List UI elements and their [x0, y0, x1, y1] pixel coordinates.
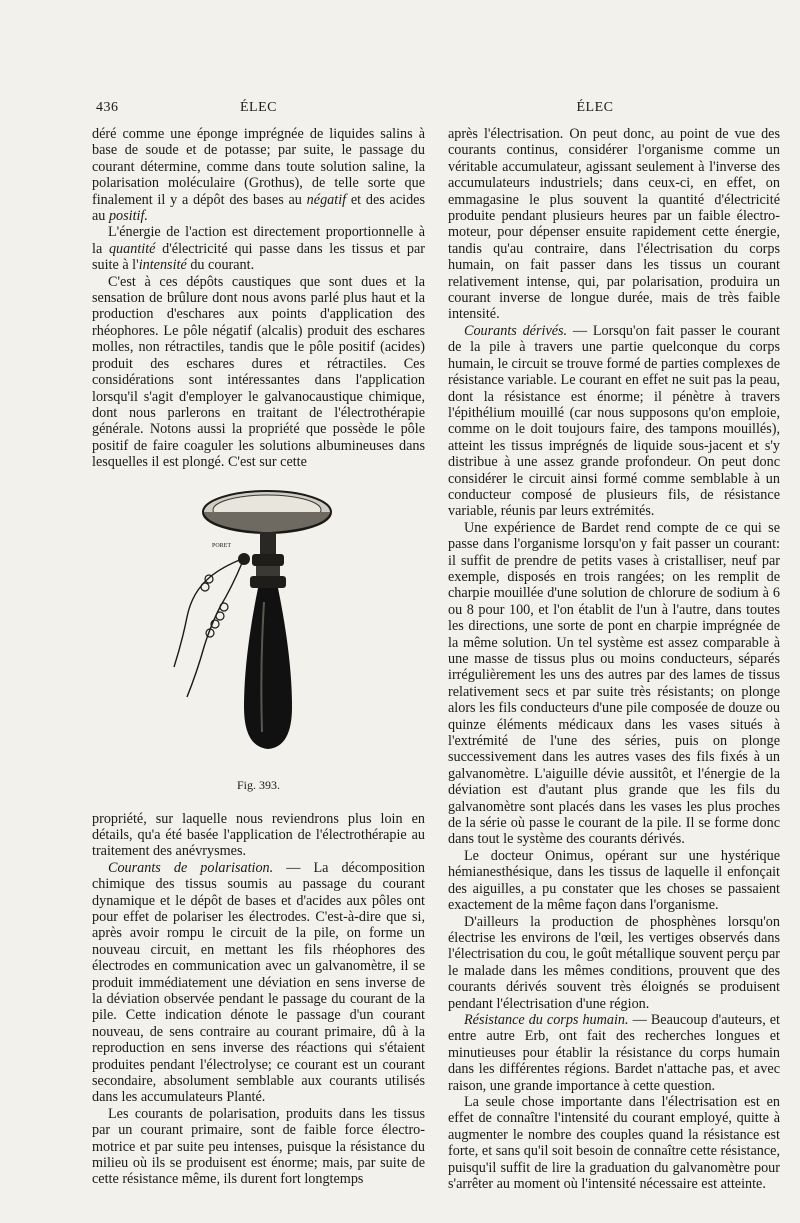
- right-paragraph-2: Courants dérivés. — Lorsqu'on fait passer le courant de la pile à travers une partie quelconque du corps humain, le circuit se trouve formé de parties complexes de résistance variable. Le courant en effet ne suit pas la peau, dont la résistance est énorme; il pénètre à travers l'épithélium mouillé (car nous supposons qu'on emploie, comme on le doit toujours faire, des tampons mouillés), atteint les tissus imprégnés de liquide sous-jacent et s'y distribue à une assez grande profondeur. On peut donc considérer le circuit ainsi formé comme semblable à un conducteur composé de plusieurs fils, de résistance variable, réunis par leurs extrémités.: [448, 322, 780, 520]
- left-paragraph-6: Les courants de polarisation, produits dans les tissus par un courant primaire, sont de faible force électro-motrice et par suite peu intenses, puisque la résistance du milieu où ils se produisent est énorme; mais, par suite de cette résistance même, ils durent fort longtemps: [92, 1105, 425, 1188]
- left-paragraph-1: déré comme une éponge imprégnée de liquides salins à base de soude et de potasse; par suite, le passage du courant détermine, comme dans toute solution saline, la polarisation moléculaire (Grothus), de telle sorte que finalement il y a dépôt des bases au négatif et des acides au positif.: [92, 126, 425, 225]
- left-paragraph-4: propriété, sur laquelle nous reviendrons plus loin en détails, qu'a été basée l'application de l'électrothérapie au traitement des anévrysmes.: [92, 810, 425, 860]
- right-paragraph-4: Le docteur Onimus, opérant sur une hystérique hémianesthésique, dans les tissus de laquelle il enfonçait des aiguilles, a pu constater que les choses se passaient exactement de la même façon dans l'organisme.: [448, 847, 780, 914]
- left-paragraph-2: L'énergie de l'action est directement proportionnelle à la quantité d'électricité qui passe dans les tissus et par suite à l'intensité du courant.: [92, 224, 425, 274]
- left-paragraph-3: C'est à ces dépôts caustiques que sont dues et la sensation de brûlure dont nous avons parlé plus haut et la production d'eschares aux points d'application des rhéophores. Le pôle négatif (alcalis) produit des eschares molles, non rétractiles, tandis que le pôle positif (acides) produit des eschares dures et rétractiles. Ces considérations sont intéressantes dans l'application lorsqu'il s'agit d'employer le galvanocaustique chimique, dont nous parlerons en traitant de l'électrothérapie générale. Notons aussi la propriété que possède le pôle positif de faire coaguler les solutions albumineuses dans lesquelles il est plongé. C'est sur cette: [92, 273, 425, 471]
- left-paragraph-5: Courants de polarisation. — La décomposition chimique des tissus soumis au passage du courant dynamique et le dépôt de bases et d'acides aux pôles ont pour effet de polariser les électrodes. C'est-à-dire que si, après avoir rompu le circuit de la pile, on forme un nouveau circuit, en mettant les fils rhéophores des électrodes en communication avec un galvanomètre, il se produit immédiatement une déviation en sens inverse de la déviation observée pendant le passage du courant de la pile. Cette indication dénote le passage d'un courant nouveau, de sens contraire au courant primaire, dû à la reproduction en sens inverse des réactions qui s'étaient produites pendant l'électrolyse; ce courant est un courant secondaire, absolument semblable aux courants utilisés dans les accumulateurs Planté.: [92, 859, 425, 1106]
- right-paragraph-3: Une expérience de Bardet rend compte de ce qui se passe dans l'organisme lorsqu'on y fait passer un courant: il suffit de prendre de petits vases à cristalliser, neuf par exemple, disposés en trois rangées; on les remplit de charpie mouillée d'une solution de chlorure de sodium à 6 ou 8 pour 100, et l'on établit de l'un à l'autre, dans toutes les directions, une sorte de pont en charpie imprégnée de la même solution. Un tel système est assez comparable à une masse de tissus plus ou moins conducteurs, séparés irrégulièrement les uns des autres par des lames de tissus relativement secs et par suite très résistants; on plonge alors les fils conducteurs d'une pile composée de douze ou quinze éléments médicaux dans les vases situés à l'extrémité de l'une des séries, puis on plonge successivement dans les autres vases des fils fixés à un galvanomètre. L'aiguille dévie aussitôt, et l'énergie de la déviation est d'autant plus grande que les fils du galvanomètre sont placés dans les vases les plus proches de la série où passe le courant de la pile. Il se forme donc dans tout le système des courants dérivés.: [448, 519, 780, 848]
- figure-393: [92, 477, 425, 807]
- right-paragraph-1: après l'électrisation. On peut donc, au point de vue des courants continus, considérer l'organisme comme un véritable accumulateur, agissant seulement à l'inverse des accumulateurs industriels; dans ceux-ci, en effet, on emmagasine le plus souvent la quantité d'électricité produite pendant plusieurs heures par un faible électro-moteur, pour dépenser ensuite rapidement cette énergie, tandis qu'au contraire, dans l'électrisation du corps humain, on fait passer dans les tissus un courant relativement intense, qui, par polarisation, produira un courant inverse de longue durée, mais de très faible intensité.: [448, 126, 780, 323]
- left-column: [92, 126, 425, 1188]
- right-paragraph-5: D'ailleurs la production de phosphènes lorsqu'on électrise les environs de l'œil, les vertiges observés dans l'électrisation du cou, le goût métallique souvent perçu par le malade dans les mêmes conditions, prouvent que des courants dérivés souvent très éloignés se produisent pendant l'électrisation d'une région.: [448, 913, 780, 1012]
- electrode-illustration: [92, 477, 425, 777]
- right-paragraph-7: La seule chose importante dans l'électrisation est en effet de connaître l'intensité du courant employé, quitte à augmenter le nombre des couples quand la résistance est forte, et sans qu'il soit besoin de connaître cette résistance, puisqu'il suffit de lire la graduation du galvanomètre pour s'arrêter au moment où l'intensité nécessaire est atteinte.: [448, 1093, 780, 1192]
- right-running-title: ÉLEC: [576, 100, 614, 115]
- left-running-title: ÉLEC: [240, 100, 277, 115]
- right-column: [448, 126, 780, 1192]
- figure-maker-label: PORET: [212, 542, 232, 549]
- page-number: 436: [96, 100, 119, 115]
- running-header: [96, 100, 754, 120]
- right-paragraph-6: Résistance du corps humain. — Beaucoup d'auteurs, et entre autre Erb, ont fait des recherches longues et minutieuses pour établir la résistance du corps humain dans les différentes régions. Bardet n'attache pas, et avec raison, une grande importance à cette question.: [448, 1011, 780, 1094]
- figure-caption: Fig. 393.: [236, 777, 280, 792]
